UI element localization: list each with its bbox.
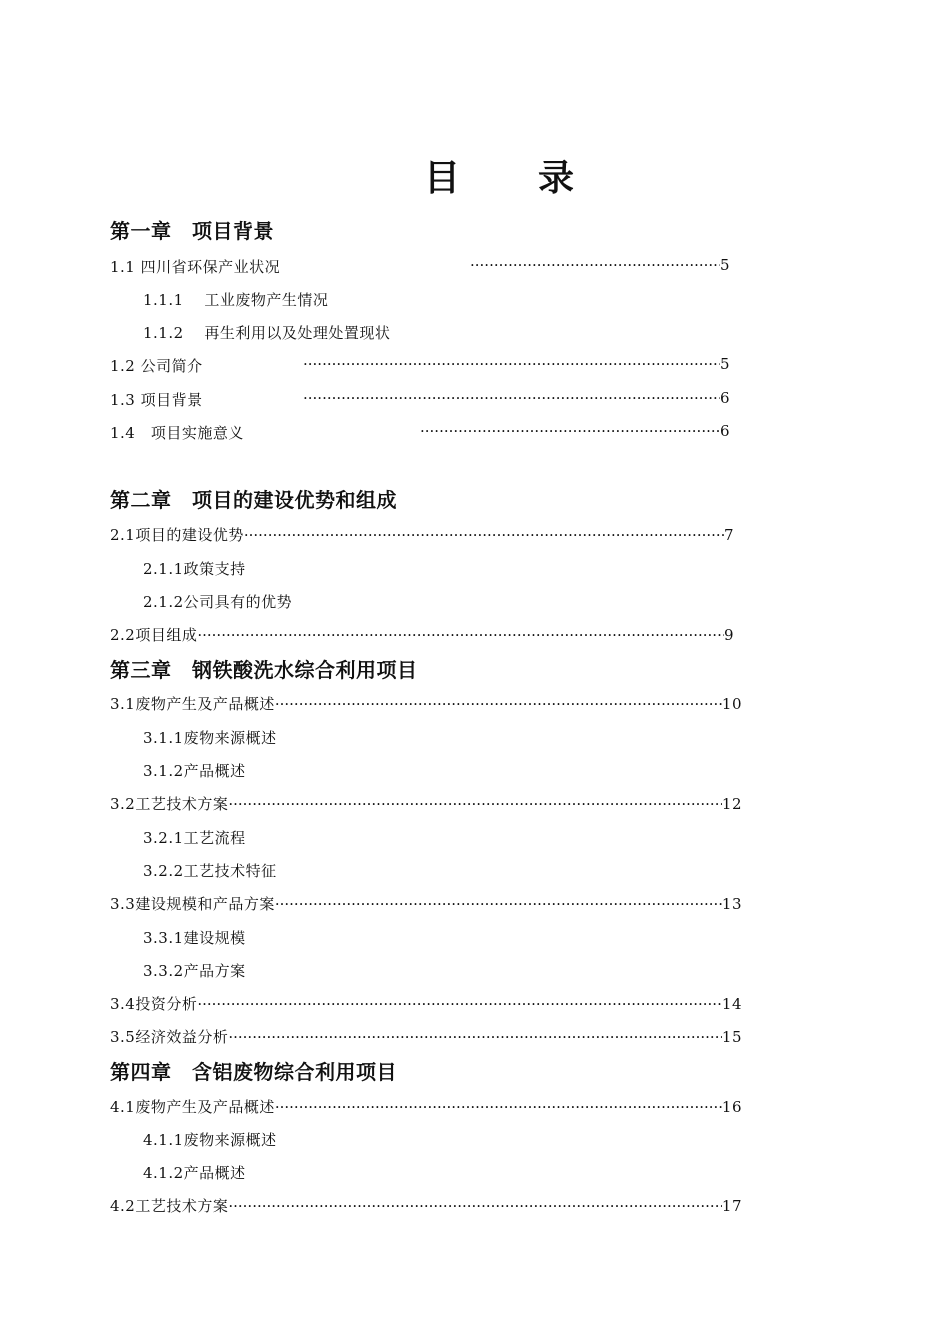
toc-page-number: 6 bbox=[719, 422, 730, 440]
toc-entry-3-5[interactable] bbox=[110, 1026, 742, 1047]
toc-page-number: 13 bbox=[721, 895, 742, 913]
toc-entry-text: 1.3 项目背景 bbox=[110, 391, 203, 409]
toc-page-number: 16 bbox=[721, 1098, 742, 1116]
dot-leader bbox=[275, 695, 722, 713]
toc-page-number: 17 bbox=[721, 1197, 742, 1215]
toc-entry-text: 1.4 项目实施意义 bbox=[110, 424, 244, 442]
toc-page-number: 14 bbox=[721, 995, 742, 1013]
dot-leader bbox=[228, 1028, 722, 1046]
toc-leader-1-2 bbox=[303, 355, 730, 373]
toc-entry-text: 1.1.2 再生利用以及处理处置现状 bbox=[143, 324, 391, 342]
toc-entry-text: 3.3建设规模和产品方案 bbox=[110, 895, 275, 913]
toc-entry-1-4[interactable] bbox=[110, 422, 370, 443]
toc-entry-text: 1.2 公司简介 bbox=[110, 357, 203, 375]
toc-entry-4-1-2[interactable] bbox=[143, 1162, 246, 1183]
toc-entry-text: 2.1.1政策支持 bbox=[143, 560, 246, 578]
chapter-3-heading: 第三章 钢铁酸洗水综合利用项目 bbox=[110, 658, 418, 682]
toc-entry-3-2-2[interactable] bbox=[143, 860, 277, 881]
dot-leader bbox=[197, 626, 724, 644]
toc-page-number: 7 bbox=[723, 526, 734, 544]
dot-leader bbox=[228, 795, 722, 813]
toc-entry-text: 4.1.2产品概述 bbox=[143, 1164, 246, 1182]
chapter-2-heading: 第二章 项目的建设优势和组成 bbox=[110, 488, 397, 512]
toc-entry-text: 3.2.2工艺技术特征 bbox=[143, 862, 277, 880]
toc-page-number: 5 bbox=[719, 256, 730, 274]
toc-entry-3-1[interactable] bbox=[110, 693, 742, 714]
toc-entry-text: 1.1.1 工业废物产生情况 bbox=[143, 291, 329, 309]
toc-entry-1-1-2[interactable] bbox=[143, 322, 390, 343]
toc-entry-3-1-2[interactable] bbox=[143, 760, 246, 781]
dot-leader bbox=[244, 526, 724, 544]
toc-entry-2-1-2[interactable] bbox=[143, 591, 292, 612]
toc-entry-3-4[interactable] bbox=[110, 993, 742, 1014]
toc-entry-3-3-2[interactable] bbox=[143, 960, 246, 981]
toc-entry-text: 4.1.1废物来源概述 bbox=[143, 1131, 277, 1149]
toc-entry-text: 3.1.2产品概述 bbox=[143, 762, 246, 780]
toc-entry-text: 2.2项目组成 bbox=[110, 626, 198, 644]
toc-entry-text: 2.1项目的建设优势 bbox=[110, 526, 244, 544]
toc-entry-text: 3.1.1废物来源概述 bbox=[143, 729, 277, 747]
toc-entry-text: 4.2工艺技术方案 bbox=[110, 1197, 229, 1215]
toc-entry-3-3-1[interactable] bbox=[143, 927, 246, 948]
chapter-4-heading: 第四章 含铝废物综合利用项目 bbox=[110, 1060, 397, 1084]
dot-leader bbox=[303, 355, 720, 373]
toc-entry-text: 3.2工艺技术方案 bbox=[110, 795, 229, 813]
toc-leader-1-3 bbox=[303, 389, 730, 407]
toc-entry-text: 3.2.1工艺流程 bbox=[143, 829, 246, 847]
dot-leader bbox=[197, 995, 722, 1013]
toc-entry-text: 1.1 四川省环保产业状况 bbox=[110, 258, 281, 276]
toc-entry-3-1-1[interactable] bbox=[143, 727, 277, 748]
toc-entry-text: 3.5经济效益分析 bbox=[110, 1028, 229, 1046]
dot-leader bbox=[303, 389, 720, 407]
toc-page-number: 15 bbox=[721, 1028, 742, 1046]
toc-page-number: 12 bbox=[721, 795, 742, 813]
toc-entry-4-1-1[interactable] bbox=[143, 1129, 277, 1150]
toc-entry-2-1[interactable] bbox=[110, 524, 734, 545]
toc-entry-4-2[interactable] bbox=[110, 1195, 742, 1216]
toc-title: 目 录 bbox=[423, 157, 576, 199]
toc-entry-3-2[interactable] bbox=[110, 793, 742, 814]
dot-leader bbox=[275, 1098, 722, 1116]
toc-entry-3-3[interactable] bbox=[110, 893, 742, 914]
dot-leader bbox=[228, 1197, 722, 1215]
toc-entry-text: 3.1废物产生及产品概述 bbox=[110, 695, 275, 713]
toc-entry-3-2-1[interactable] bbox=[143, 827, 246, 848]
toc-page-number: 5 bbox=[719, 355, 730, 373]
toc-page-number: 10 bbox=[721, 695, 742, 713]
toc-entry-1-1[interactable] bbox=[110, 256, 310, 277]
toc-leader-1-4 bbox=[420, 422, 730, 440]
chapter-1-heading: 第一章 项目背景 bbox=[110, 219, 274, 243]
toc-entry-2-1-1[interactable] bbox=[143, 558, 246, 579]
toc-leader-1-1 bbox=[470, 256, 730, 274]
toc-entry-1-2[interactable] bbox=[110, 355, 310, 376]
toc-entry-4-1[interactable] bbox=[110, 1096, 742, 1117]
dot-leader bbox=[275, 895, 722, 913]
dot-leader bbox=[420, 422, 720, 440]
toc-entry-text: 3.4投资分析 bbox=[110, 995, 198, 1013]
toc-entry-text: 3.3.2产品方案 bbox=[143, 962, 246, 980]
toc-entry-1-3[interactable] bbox=[110, 389, 310, 410]
dot-leader bbox=[470, 256, 720, 274]
toc-entry-1-1-1[interactable] bbox=[143, 289, 328, 310]
toc-entry-text: 4.1废物产生及产品概述 bbox=[110, 1098, 275, 1116]
toc-entry-text: 3.3.1建设规模 bbox=[143, 929, 246, 947]
toc-page-number: 9 bbox=[723, 626, 734, 644]
toc-entry-text: 2.1.2公司具有的优势 bbox=[143, 593, 293, 611]
toc-page-number: 6 bbox=[719, 389, 730, 407]
toc-entry-2-2[interactable] bbox=[110, 624, 734, 645]
